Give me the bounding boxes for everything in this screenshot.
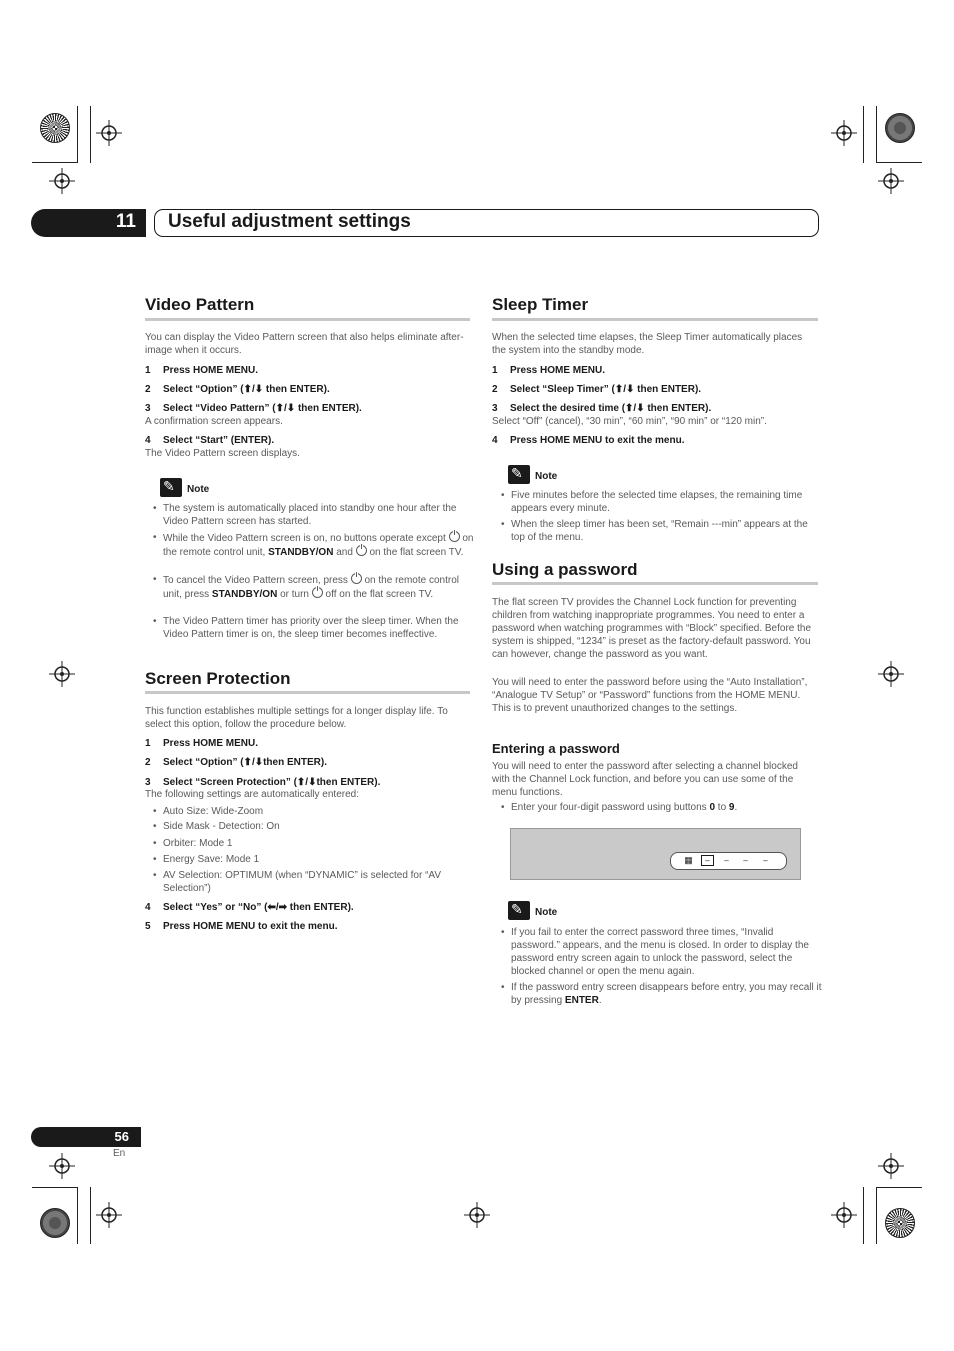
setting-item: • Auto Size: Wide-Zoom: [155, 805, 476, 818]
section-rule: [492, 318, 818, 321]
power-icon: [449, 531, 460, 542]
registration-mark: [96, 1202, 122, 1228]
registration-mark: [49, 661, 75, 687]
power-icon: [356, 545, 367, 556]
step: 5 Press HOME MENU to exit the menu.: [145, 921, 338, 932]
password-digit: –: [763, 856, 768, 865]
note-icon: ✎: [160, 478, 182, 497]
video-pattern-intro: You can display the Video Pattern screen that also helps eliminate after-image when it occurs.: [145, 332, 464, 356]
password-digit: –: [724, 856, 729, 865]
note-item: • Five minutes before the selected time elapses, the remaining time appears every minute.: [503, 489, 823, 515]
setting-item: • Orbiter: Mode 1: [155, 837, 476, 850]
setting-item: • Side Mask - Detection: On: [155, 820, 476, 833]
password-intro-2: You will need to enter the password before using the “Auto Installation”, “Analogue TV Setup” or “Password” functions from the HOME MENU. This is to prevent unauthorized changes to the settings.: [492, 677, 808, 714]
step: 3 Select “Video Pattern” (⬆/⬇ then ENTER).: [145, 403, 362, 414]
power-icon: [351, 573, 362, 584]
section-rule: [145, 691, 470, 694]
password-intro: The flat screen TV provides the Channel Lock function for preventing children from watching inappropriate programmes. You need to enter a password when watching programmes with “Block” specified. Before the system is shipped, “1234” is preset as the factory-default password. You can however, change the password as you want.: [492, 597, 812, 660]
registration-mark: [878, 168, 904, 194]
step-result: The Video Pattern screen displays.: [145, 448, 300, 459]
subheading-entering-password: Entering a password: [492, 741, 620, 756]
note-item: • The Video Pattern timer has priority over the sleep timer. When the Video Pattern timer is on, the sleep timer becomes ineffective.: [155, 615, 476, 641]
section-heading-video-pattern: Video Pattern: [145, 295, 255, 314]
note-label: Note: [535, 471, 558, 482]
note-icon: ✎: [508, 901, 530, 920]
note-item: • While the Video Pattern screen is on, no buttons operate except on the remote control unit, STANDBY/ON and on the flat screen TV.: [155, 531, 476, 559]
password-digit: –: [743, 856, 748, 865]
chapter-title: Useful adjustment settings: [168, 211, 411, 232]
note-label: Note: [187, 484, 210, 495]
registration-mark: [49, 1153, 75, 1179]
setting-item: • AV Selection: OPTIMUM (when “DYNAMIC” is selected for “AV Selection”): [155, 869, 476, 895]
note-item: • If the password entry screen disappears before entry, you may recall it by pressing ENTER.: [503, 981, 824, 1007]
password-digit: –: [701, 855, 714, 866]
step: 3 Select the desired time (⬆/⬇ then ENTER).: [492, 403, 712, 414]
note-item: • To cancel the Video Pattern screen, press on the remote control unit, press STANDBY/ON or turn off on the flat screen TV.: [155, 573, 476, 601]
registration-mark: [464, 1202, 490, 1228]
sleep-timer-intro: When the selected time elapses, the Sleep Timer automatically places the system into the standby mode.: [492, 332, 803, 356]
registration-burst: [40, 1208, 70, 1238]
step-result: The following settings are automatically entered:: [145, 789, 360, 800]
entering-password-intro: You will need to enter the password after selecting a channel blocked with the Channel Lock function, and before you can use some of the menu functions.: [492, 761, 798, 798]
step: 1 Press HOME MENU.: [492, 365, 606, 376]
page-language: En: [113, 1148, 126, 1159]
registration-mark: [831, 120, 857, 146]
step: 2 Select “Sleep Timer” (⬆/⬇ then ENTER).: [492, 384, 702, 395]
section-heading-screen-protection: Screen Protection: [145, 669, 291, 688]
section-rule: [145, 318, 470, 321]
registration-mark: [878, 1153, 904, 1179]
chapter-tab: [31, 209, 146, 237]
registration-mark: [878, 661, 904, 687]
step: 4 Select “Start” (ENTER).: [145, 435, 275, 446]
chapter-title-box: [154, 209, 819, 237]
registration-burst: [40, 113, 70, 143]
section-heading-sleep-timer: Sleep Timer: [492, 295, 589, 314]
page-number: 56: [114, 1129, 129, 1144]
step: 1 Press HOME MENU.: [145, 365, 259, 376]
step-result: Select “Off” (cancel), “30 min”, “60 min”, “90 min” or “120 min”.: [492, 416, 767, 427]
step: 1 Press HOME MENU.: [145, 738, 259, 749]
registration-mark: [49, 168, 75, 194]
screen-protection-intro: This function establishes multiple settings for a longer display life. To select this option, follow the procedure below.: [145, 706, 448, 730]
password-entry-screen: [510, 828, 801, 880]
step: 3 Select “Screen Protection” (⬆/⬇then ENTER).: [145, 777, 381, 788]
step-result: A confirmation screen appears.: [145, 416, 283, 427]
note-item: • When the sleep timer has been set, “Remain ---min” appears at the top of the menu.: [503, 518, 823, 544]
step: 2 Select “Option” (⬆/⬇then ENTER).: [145, 757, 327, 768]
note-label: Note: [535, 907, 558, 918]
step: 2 Select “Option” (⬆/⬇ then ENTER).: [145, 384, 330, 395]
note-item: • If you fail to enter the correct password three times, “Invalid password.” appears, and the menu is closed. In order to display the password entry screen again to unlock the password, select the blocked channel or open the menu again.: [503, 926, 824, 978]
registration-mark: [96, 120, 122, 146]
step: 4 Select “Yes” or “No” (⬅/➡ then ENTER).: [145, 902, 354, 913]
chapter-number: 11: [115, 211, 136, 232]
note-item: • The system is automatically placed into standby one hour after the Video Pattern screen has started.: [155, 502, 476, 528]
step: 4 Press HOME MENU to exit the menu.: [492, 435, 685, 446]
instruction-item: • Enter your four-digit password using buttons 0 to 9.: [503, 801, 823, 814]
password-entry-field[interactable]: [670, 852, 787, 870]
registration-burst: [885, 1208, 915, 1238]
registration-mark: [831, 1202, 857, 1228]
keypad-icon: ▦: [684, 855, 693, 865]
section-heading-password: Using a password: [492, 560, 638, 579]
setting-item: • Energy Save: Mode 1: [155, 853, 476, 866]
page-number-tab: [31, 1127, 141, 1147]
section-rule: [492, 582, 818, 585]
note-icon: ✎: [508, 465, 530, 484]
registration-burst: [885, 113, 915, 143]
power-icon: [312, 587, 323, 598]
